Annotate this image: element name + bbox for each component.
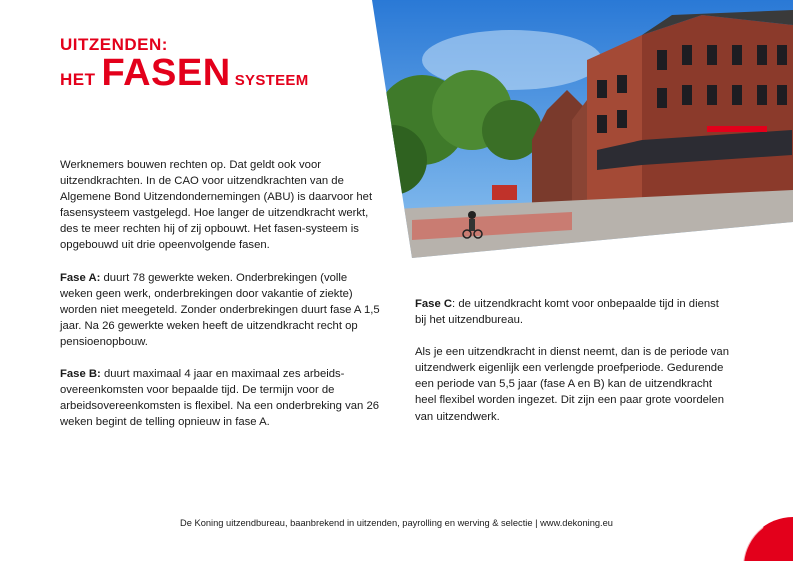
title-main: FASEN xyxy=(101,52,231,94)
right-column xyxy=(415,296,730,441)
fase-c-label: Fase C xyxy=(415,298,453,310)
fase-b-label: Fase B: xyxy=(60,368,101,381)
fase-c-text: : de uitzendkracht komt voor onbepaalde tijd in dienst bij het uitzendbureau. xyxy=(415,298,719,327)
corner-decoration xyxy=(733,511,793,561)
title-line-1: UITZENDEN: xyxy=(60,35,168,54)
fase-a-text: duurt 78 gewerkte weken. Onderbrekingen (volle weken geen werk, onderbrekingen door vakantie of ziekte) worden niet meegeteld. Zonder onderbrekingen duurt fase A 1,5 jaar. Na 26 gewerkte weken heeft de uitzendkracht recht op pensioenopbouw. xyxy=(60,271,380,348)
title-line-2 xyxy=(60,54,309,100)
left-column xyxy=(60,157,382,446)
fase-b-text: duurt maximaal 4 jaar en maximaal zes arbeids-overeenkomsten voor bepaalde tijd. De termijn voor de arbeidsovereenkomsten is flexibel. Na een onderbreking van 26 weken begint de telling opnieuw in fase A. xyxy=(60,368,380,429)
intro-paragraph: Werknemers bouwen rechten op. Dat geldt ook voor uitzendkrachten. In de CAO voor uitzendkrachten van de Algemene Bond Uitzendondernemingen (ABU) is daarvoor het fasensysteem vastgelegd. Hoe langer de uitzendkracht werkt, des te meer rechten hij of zij opbouwt. Het fasen-systeem is opgebouwd uit drie opeenvolgende fasen. xyxy=(60,159,373,252)
title-prefix: HET xyxy=(60,70,96,89)
fase-b-paragraph xyxy=(60,366,382,430)
closing-paragraph: Als je een uitzendkracht in dienst neemt, dan is de periode van uitzendwerk eigenlijk een verlengde proefperiode. Gedurende een periode van 5,5 jaar (fase A en B) kan de uitzendkracht heel flexibel worden ingezet. Dit zijn een paar grote voordelen van uitzendwerk. xyxy=(415,346,729,423)
fase-a-paragraph xyxy=(60,270,382,350)
page-title xyxy=(60,36,309,100)
fase-c-paragraph xyxy=(415,296,730,328)
title-suffix: SYSTEEM xyxy=(234,72,309,89)
street-photo xyxy=(372,0,793,258)
fase-a-label: Fase A: xyxy=(60,271,101,284)
footer-text: De Koning uitzendbureau, baanbrekend in uitzenden, payrolling en werving & selectie | www.dekoning.eu xyxy=(180,518,613,528)
